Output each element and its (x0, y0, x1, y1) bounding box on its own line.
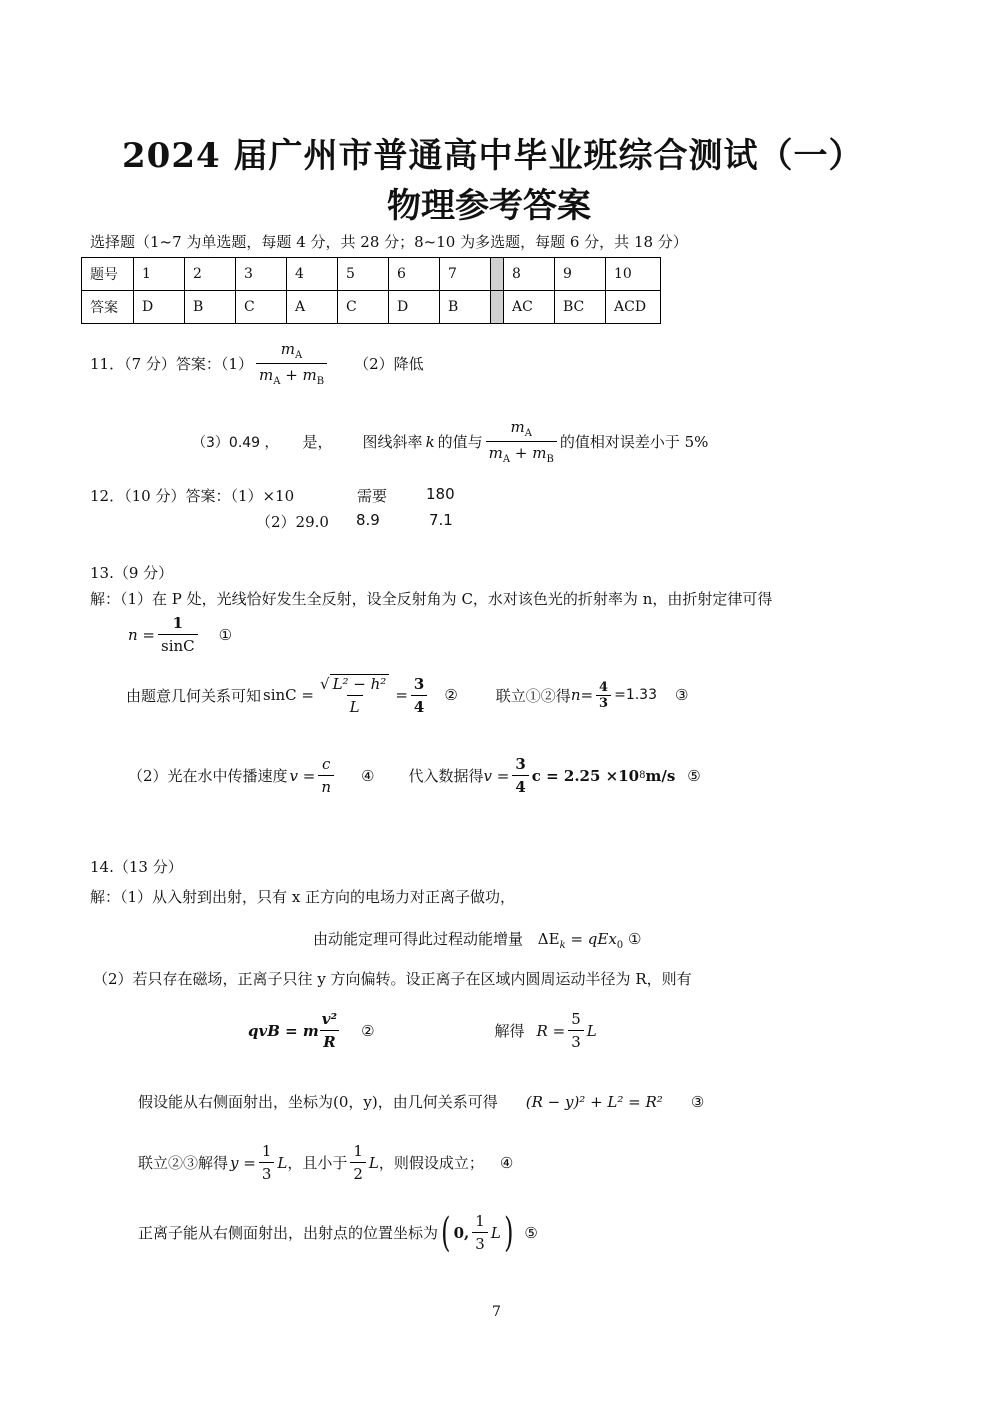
table-cell: 4 (287, 258, 338, 291)
page-subtitle: 物理参考答案 (387, 186, 591, 226)
q11-part2: （2）降低 (354, 355, 424, 373)
separator-cell (491, 291, 504, 324)
table-cell: 9 (555, 258, 606, 291)
table-cell: A (287, 291, 338, 324)
q13-eq1: n = $\frac{1}{\sin C}$ ① (128, 614, 233, 655)
q14-line1: 解：（1）从入射到出射，只有 x 正方向的电场力对正离子做功， (90, 888, 516, 906)
table-cell: 8 (504, 258, 555, 291)
q14-lead: 14.（13 分） (90, 858, 183, 876)
table-cell: 1 (134, 258, 185, 291)
table-cell: B (440, 291, 491, 324)
q11-line1 (90, 340, 424, 387)
q11-fraction-2: $\frac{m_A}{m_A + m_B}$ (486, 418, 557, 465)
q11-lead: 11．（7 分）答案：（1） (90, 355, 253, 373)
q14-eq2: qvB = m $\frac{\text{v²}}{R}$ ② 解得 R = $\frac{5}{3}$ L (248, 1010, 597, 1051)
table-cell: C (338, 291, 389, 324)
table-cell: B (185, 291, 236, 324)
table-row-numbers (82, 258, 661, 291)
q12-line2: （2）29.0 8.9 7.1 (256, 511, 453, 531)
table-cell: C (236, 291, 287, 324)
choice-intro: 选择题（1~7 为单选题，每题 4 分，共 28 分；8~10 为多选题，每题 6 分，共 18 分） (90, 233, 688, 251)
table-cell: D (389, 291, 440, 324)
page-number: 7 (492, 1304, 501, 1320)
table-cell: ACD (606, 291, 661, 324)
q13-lead: 13.（9 分） (90, 564, 174, 582)
q11-line2: （3）0.49 ， 是， 图线斜率 k 的值与 $\frac{m_A}{m_A + m_B}$ 的值相对误差小于 5% (192, 418, 709, 465)
separator-cell (491, 258, 504, 291)
q11-fraction: $\frac{m_A}{m_A + m_B}$ (256, 340, 327, 387)
q14-line6: 正离子能从右侧面射出，出射点的位置坐标为 ( 0, $\frac{1}{3}$ L ) ⑤ (138, 1209, 538, 1256)
q12-line1: 12．（10 分）答案：（1）×10 需要 180 (90, 485, 455, 505)
q13-line1: 解：（1）在 P 处，光线恰好发生全反射，设全反射角为 C，水对该色光的折射率为 n，由折射定律可得 (90, 590, 773, 608)
q14-line2: 由动能定理可得此过程动能增量 $\Delta E_k = qEx_0$ ① (313, 930, 642, 951)
q14-line4: 假设能从右侧面射出，坐标为(0，y)，由几何关系可得 (R − y)² + L² = R² ③ (138, 1092, 705, 1111)
table-cell: AC (504, 291, 555, 324)
page-title: 2024 届广州市普通高中毕业班综合测试（一） (122, 136, 864, 176)
table-cell: 2 (185, 258, 236, 291)
q11-part3c: 图线斜率 (362, 433, 423, 451)
table-cell: 3 (236, 258, 287, 291)
table-cell: D (134, 291, 185, 324)
table-row-answers (82, 291, 661, 324)
table-cell: BC (555, 291, 606, 324)
table-cell: 6 (389, 258, 440, 291)
q11-part3a: （3）0.49 ， (192, 434, 279, 451)
q14-line3: （2）若只存在磁场，正离子只往 y 方向偏转。设正离子在区域内圆周运动半径为 R，则有 (93, 970, 692, 988)
q13-eq2: 由题意几何关系可知 sinC = $\frac{\text{√ L² − h²}}{L}$ = $\frac{3}{4}$ ② 联立①②得 n= $\frac{4}{3}$ =1.33 ③ (126, 674, 689, 716)
table-cell: 5 (338, 258, 389, 291)
answer-label: 答案 (82, 291, 134, 324)
header-label: 题号 (82, 258, 134, 291)
q14-line5: 联立②③解得 y = $\frac{1}{3}$ L ，且小于 $\frac{1}{2}$ L ，则假设成立； ④ (138, 1142, 514, 1183)
q11-part3b: 是， (302, 433, 333, 451)
table-cell: 10 (606, 258, 661, 291)
q11-part3e: 的值相对误差小于 5% (559, 433, 709, 451)
answer-table (81, 257, 661, 324)
q13-eq3: （2）光在水中传播速度 v = $\frac{c}{n}$ ④ 代入数据得 v = $\frac{3}{4}$ c = 2.25 ×10 8 m/s ⑤ (128, 755, 701, 796)
table-cell: 7 (440, 258, 491, 291)
